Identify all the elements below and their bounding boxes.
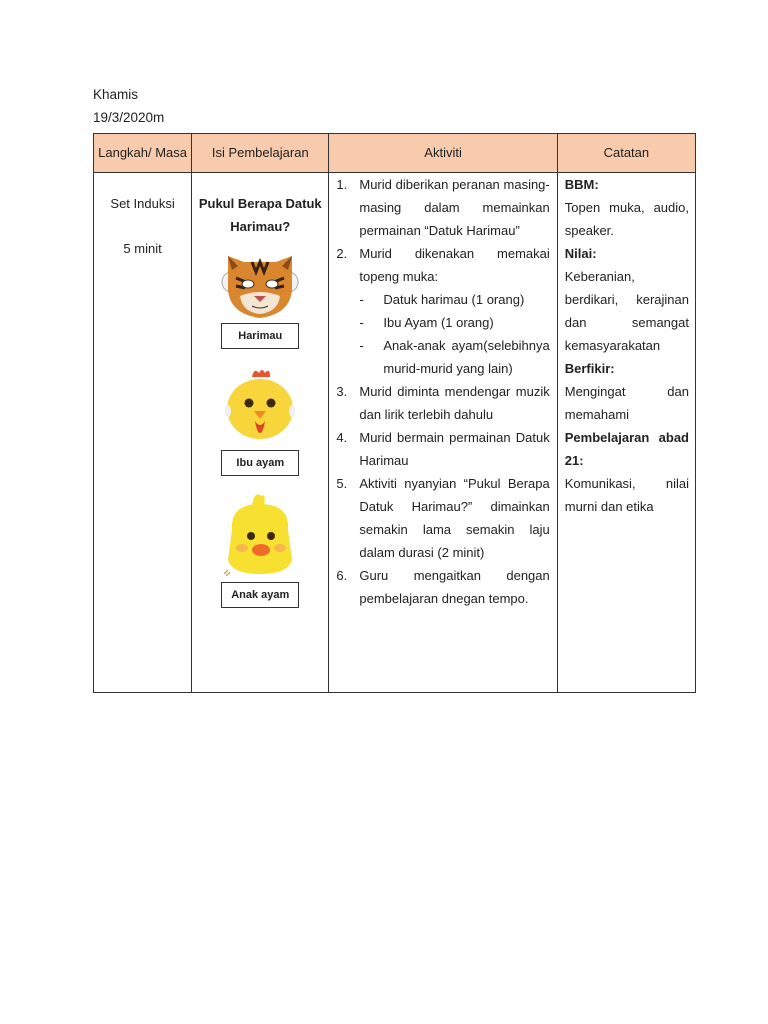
berfikir-text: Mengingat dan memahami xyxy=(564,384,689,422)
dash: - xyxy=(359,292,364,307)
item-text: Murid dikenakan memakai topeng muka: xyxy=(359,246,550,284)
list-item xyxy=(336,242,549,380)
sub-item-text: Datuk harimau (1 orang) xyxy=(383,292,525,307)
item-number: 2. xyxy=(336,246,348,261)
sub-item-text: Ibu Ayam (1 orang) xyxy=(383,315,494,330)
mask-label: Harimau xyxy=(221,323,299,349)
sub-item xyxy=(359,334,549,380)
sub-item-text: Anak-anak ayam(selebihnya murid-murid yang lain) xyxy=(383,338,550,376)
item-text: Murid bermain permainan Datuk Harimau xyxy=(359,430,550,468)
item-number: 3. xyxy=(336,384,348,399)
abad-text: Komunikasi, nilai murni dan etika xyxy=(564,476,689,514)
item-number: 1. xyxy=(336,177,348,192)
activity-list xyxy=(336,173,549,610)
table-header-row xyxy=(94,134,696,173)
sub-item xyxy=(359,311,549,334)
item-number: 4. xyxy=(336,430,348,445)
notes-cell xyxy=(557,173,695,693)
list-item xyxy=(336,426,549,472)
list-item xyxy=(336,564,549,610)
day-label: Khamis xyxy=(93,87,139,102)
header-notes: Catatan xyxy=(557,134,695,173)
step-cell xyxy=(94,173,192,693)
step-name: Set Induksi xyxy=(110,196,175,211)
bbm-text: Topen muka, audio, speaker. xyxy=(564,200,689,238)
mask-label: Anak ayam xyxy=(221,582,299,608)
item-text: Murid diberikan peranan masing-masing dalam memainkan permainan “Datuk Harimau” xyxy=(359,177,550,238)
berfikir-label: Berfikir: xyxy=(564,361,615,376)
chick-mask-icon xyxy=(192,490,328,580)
activity-cell xyxy=(329,173,557,693)
item-text: Guru mengaitkan dengan pembelajaran dnegan tempo. xyxy=(359,568,550,606)
nilai-text: Keberanian, berdikari, kerajinan dan semangat kemasyarakatan xyxy=(564,269,689,353)
topic-title: Pukul Berapa Datuk Harimau? xyxy=(198,196,322,234)
content-cell xyxy=(192,173,329,693)
nilai-label: Nilai: xyxy=(564,246,597,261)
item-number: 5. xyxy=(336,476,348,491)
table-row xyxy=(94,173,696,693)
item-text: Murid diminta mendengar muzik dan lirik terlebih dahulu xyxy=(359,384,550,422)
sub-list xyxy=(359,288,549,380)
lesson-plan-table xyxy=(93,133,696,693)
header-content: Isi Pembelajaran xyxy=(192,134,329,173)
list-item xyxy=(336,380,549,426)
tiger-mask-icon xyxy=(192,252,328,320)
item-text: Aktiviti nyanyian “Pukul Berapa Datuk Harimau?” dimainkan semakin lama semakin laju dalam durasi (2 minit) xyxy=(359,476,550,560)
mask-label: Ibu ayam xyxy=(221,450,299,476)
list-item xyxy=(336,472,549,564)
header-step: Langkah/ Masa xyxy=(94,134,192,173)
dash: - xyxy=(359,315,364,330)
header-activity: Aktiviti xyxy=(329,134,557,173)
dash: - xyxy=(359,338,364,353)
sub-item xyxy=(359,288,549,311)
bbm-label: BBM: xyxy=(564,177,599,192)
item-number: 6. xyxy=(336,568,348,583)
list-item xyxy=(336,173,549,242)
date-label: 19/3/2020m xyxy=(93,110,165,125)
hen-mask-icon xyxy=(192,367,328,441)
abad-label: Pembelajaran abad 21: xyxy=(564,430,689,468)
step-time: 5 minit xyxy=(123,241,162,256)
